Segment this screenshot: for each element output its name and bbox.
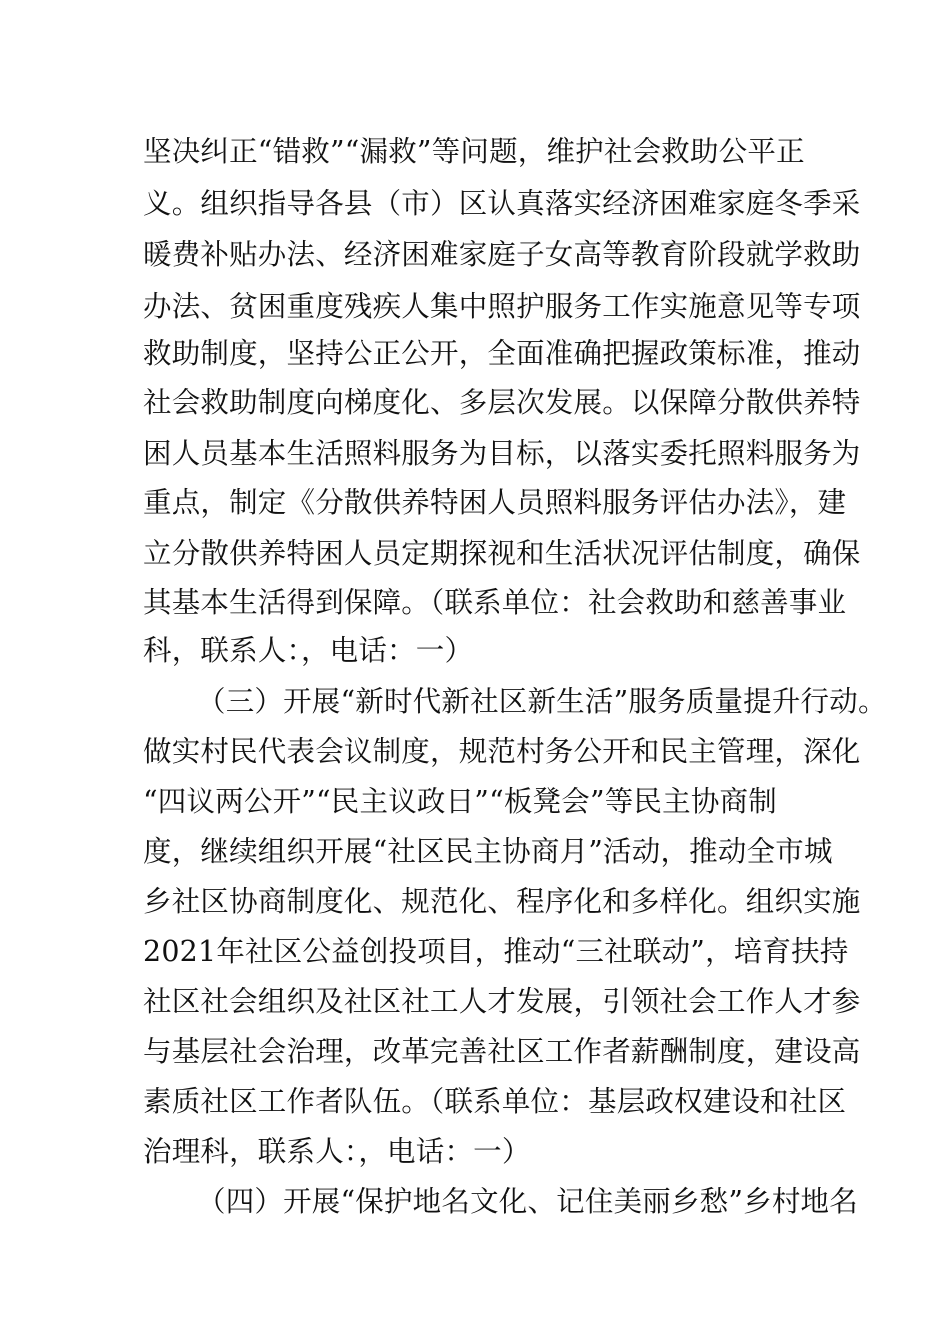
text-line: 社会救助制度向梯度化、多层次发展。以保障分散供养特 [143, 386, 861, 419]
text-line: 2021年社区公益创投项目，推动“三社联动”，培育扶持 [143, 935, 849, 968]
text-line: 与基层社会治理，改革完善社区工作者薪酬制度，建设高 [143, 1035, 861, 1068]
text-line: 治理科，联系人：，电话：一） [143, 1135, 531, 1168]
text-line: 其基本生活得到保障。（联系单位：社会救助和慈善事业 [143, 586, 847, 619]
text-line: 办法、贫困重度残疾人集中照护服务工作实施意见等专项 [143, 290, 861, 323]
text-line: 暖费补贴办法、经济困难家庭子女高等教育阶段就学救助 [143, 238, 861, 271]
text-line: “四议两公开”“民主议政日”“板凳会”等民主协商制 [143, 785, 777, 818]
section-heading-line: （四）开展“保护地名文化、记住美丽乡愁”乡村地名 [197, 1185, 858, 1218]
text-line: 困人员基本生活照料服务为目标，以落实委托照料服务为 [143, 437, 861, 470]
section-heading-line: （三）开展“新时代新社区新生活”服务质量提升行动。 [197, 685, 887, 718]
text-line: 救助制度，坚持公正公开，全面准确把握政策标准，推动 [143, 337, 861, 370]
text-line: 立分散供养特困人员定期探视和生活状况评估制度，确保 [143, 537, 861, 570]
text-line: 社区社会组织及社区社工人才发展，引领社会工作人才参 [143, 985, 861, 1018]
text-line: 乡社区协商制度化、规范化、程序化和多样化。组织实施 [143, 885, 861, 918]
text-line: 义。组织指导各县（市）区认真落实经济困难家庭冬季采 [143, 187, 861, 220]
text-line: 坚决纠正“错救”“漏救”等问题，维护社会救助公平正 [143, 135, 805, 168]
text-line: 重点，制定《分散供养特困人员照料服务评估办法》，建 [143, 486, 847, 519]
text-line: 科，联系人：，电话：一） [143, 634, 474, 667]
text-line: 做实村民代表会议制度，规范村务公开和民主管理，深化 [143, 735, 861, 768]
text-line: 素质社区工作者队伍。（联系单位：基层政权建设和社区 [143, 1085, 847, 1118]
text-line: 度，继续组织开展“社区民主协商月”活动，推动全市城 [143, 835, 833, 868]
